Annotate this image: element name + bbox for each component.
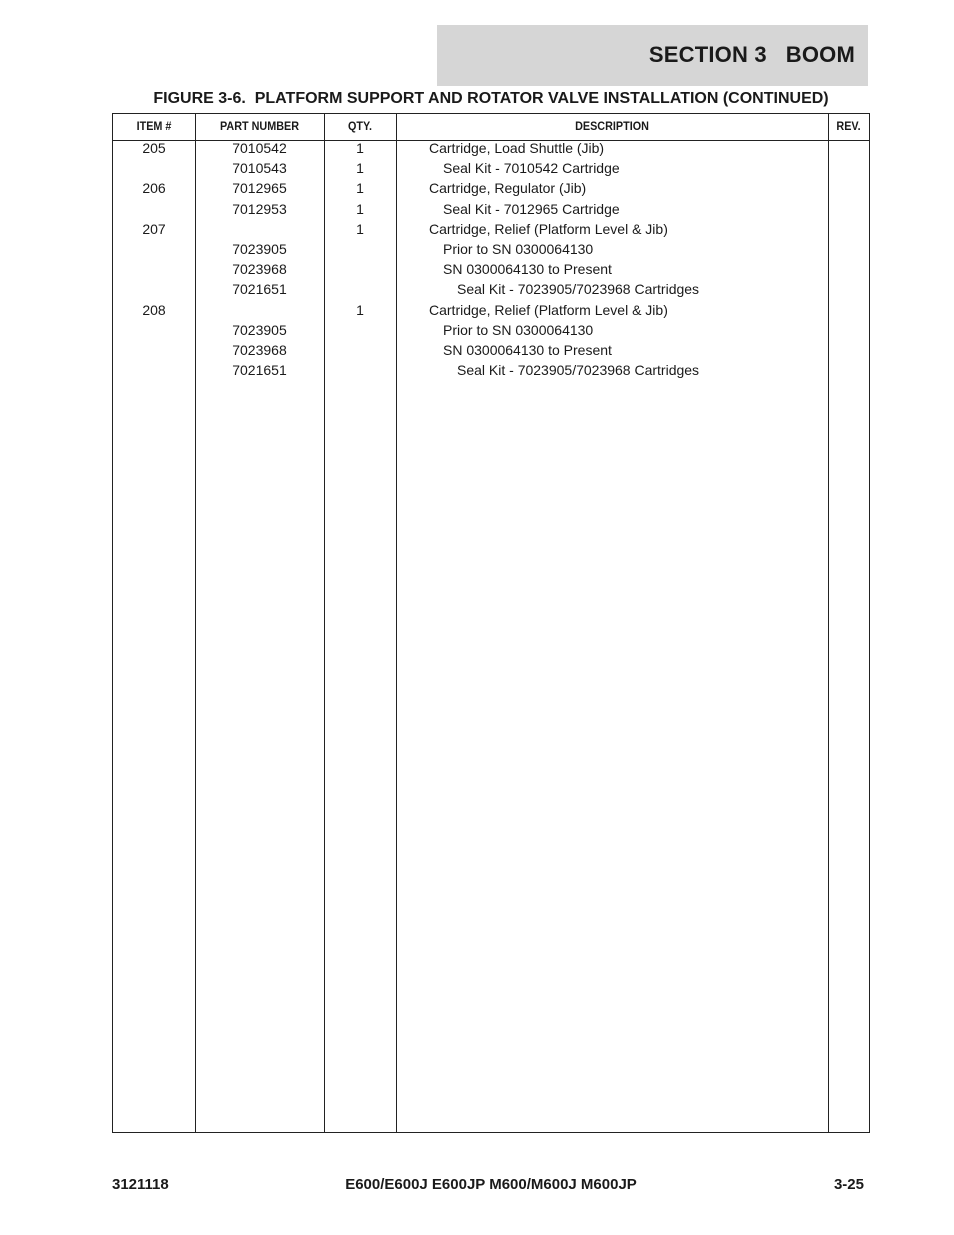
description-cell: Seal Kit - 7023905/7023968 Cartridges [457,281,700,298]
part-number-cell: 7012965 [232,180,287,197]
part-number-cell: 7021651 [232,362,287,379]
qty-cell [324,340,396,360]
description-cell: Prior to SN 0300064130 [443,241,594,257]
part-number-cell: 7023905 [232,241,287,257]
description-cell: Prior to SN 0300064130 [443,321,594,338]
section-title: SECTION 3 BOOM [648,42,855,67]
description-cell: SN 0300064130 to Present [443,342,612,358]
table-row [113,360,869,380]
header-rev: REV. [836,119,861,133]
description-cell: SN 0300064130 to Present [443,261,612,278]
part-number-cell: 7023968 [232,261,287,278]
item-number-cell: 208 [142,301,166,318]
figure-title: FIGURE 3-6. PLATFORM SUPPORT AND ROTATOR VALVE INSTALLATION (CONTINUED) [153,90,829,107]
item-number-cell [113,158,195,178]
qty-cell [324,360,396,380]
table-row [113,199,869,219]
part-number-cell [195,300,324,320]
parts-table [112,113,870,1133]
table-row [113,279,869,299]
table-row [113,320,869,340]
footer-page-number: 3-25 [833,1176,864,1193]
description-cell: Cartridge, Relief (Platform Level & Jib) [429,301,668,318]
qty-cell: 1 [356,200,364,217]
item-number-cell: 205 [142,140,166,156]
table-row [113,340,869,360]
description-cell: Cartridge, Load Shuttle (Jib) [429,140,605,156]
item-number-cell: 206 [142,180,166,197]
item-number-cell [113,259,195,279]
footer-models: E600/E600J E600JP M600/M600J M600JP [345,1176,637,1193]
table-row [113,300,869,320]
item-number-cell [113,279,195,299]
part-number-cell: 7023968 [232,342,287,358]
item-number-cell [113,239,195,259]
qty-cell [324,259,396,279]
part-number-cell: 7010543 [232,160,287,177]
part-number-cell: 7023905 [232,321,287,338]
table-row [113,138,869,158]
section-header-box [437,25,868,86]
table-row [113,239,869,259]
qty-cell [324,320,396,340]
qty-cell [324,239,396,259]
table-row [113,259,869,279]
part-number-cell: 7021651 [232,281,287,298]
header-description: DESCRIPTION [575,119,649,133]
table-row [113,158,869,178]
table-header-row [113,114,869,141]
qty-cell: 1 [356,140,364,156]
qty-cell [324,279,396,299]
header-part-number: PART NUMBER [219,119,300,133]
description-cell: Seal Kit - 7012965 Cartridge [443,200,620,217]
description-cell: Seal Kit - 7010542 Cartridge [443,160,620,177]
header-item: ITEM # [136,119,172,133]
item-number-cell [113,199,195,219]
header-qty: QTY. [347,119,372,133]
qty-cell: 1 [356,301,364,318]
qty-cell: 1 [356,180,364,197]
qty-cell: 1 [356,160,364,177]
footer-doc-number: 3121118 [112,1176,169,1193]
description-cell: Seal Kit - 7023905/7023968 Cartridges [457,362,700,379]
description-cell: Cartridge, Relief (Platform Level & Jib) [429,220,668,237]
table-row [113,178,869,198]
item-number-cell [113,320,195,340]
item-number-cell: 207 [142,220,166,237]
item-number-cell [113,340,195,360]
part-number-cell: 7010542 [232,140,287,156]
part-number-cell: 7012953 [232,200,287,217]
table-row [113,219,869,239]
qty-cell: 1 [356,220,364,237]
description-cell: Cartridge, Regulator (Jib) [429,180,587,197]
part-number-cell [195,219,324,239]
item-number-cell [113,360,195,380]
